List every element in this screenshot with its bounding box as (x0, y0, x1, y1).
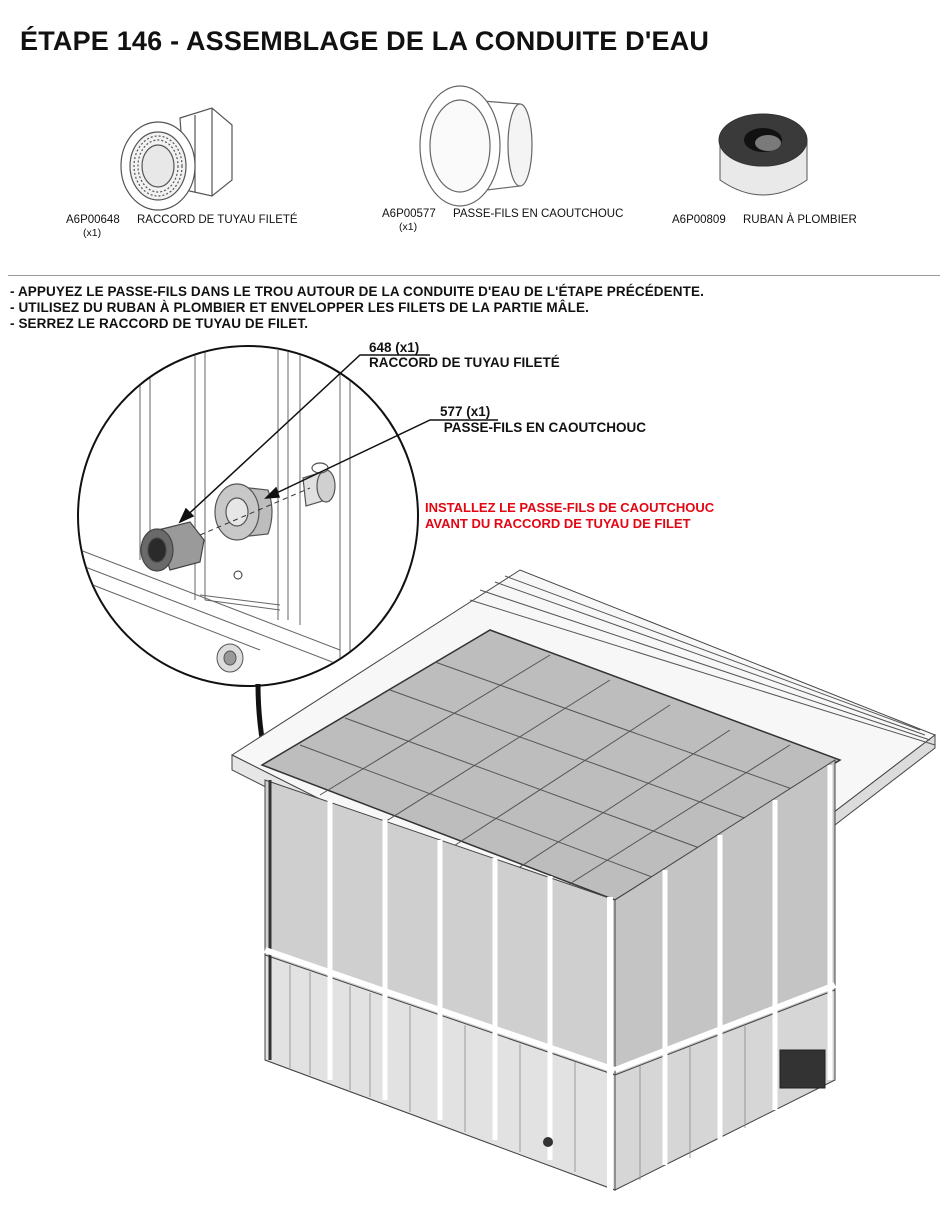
part-name-1: RACCORD DE TUYAU FILETÉ (137, 214, 298, 226)
callout-ref-577: 577 (x1) (440, 404, 491, 419)
greenhouse-gazebo-illustration (232, 570, 935, 1190)
warning-line-1: INSTALLEZ LE PASSE-FILS DE CAOUTCHOUC (425, 500, 715, 515)
instruction-3: - SERREZ LE RACCORD DE TUYAU DE FILET. (10, 316, 309, 331)
detail-zoom-circle (78, 346, 418, 686)
part-qty-2: (x1) (399, 221, 418, 233)
callout-ref-648: 648 (x1) (369, 340, 420, 355)
part-name-2: PASSE-FILS EN CAOUTCHOUC (453, 208, 624, 220)
part-code-1: A6P00648 (66, 214, 120, 226)
part-qty-1: (x1) (83, 227, 102, 239)
warning-line-2: AVANT DU RACCORD DE TUYAU DE FILET (425, 516, 691, 531)
callout-label-grommet: PASSE-FILS EN CAOUTCHOUC (440, 420, 647, 435)
instruction-2: - UTILISEZ DU RUBAN À PLOMBIER ET ENVELOPPER LES FILETS DE LA PARTIE MÂLE. (10, 300, 589, 315)
threaded-pipe-fitting-icon (121, 108, 232, 210)
part-name-3: RUBAN À PLOMBIER (743, 214, 857, 226)
part-code-2: A6P00577 (382, 208, 436, 220)
section-divider (8, 275, 940, 276)
part-code-3: A6P00809 (672, 214, 726, 226)
callout-label-fitting: RACCORD DE TUYAU FILETÉ (369, 355, 560, 370)
plumber-tape-roll-icon (719, 114, 807, 195)
instruction-1: - APPUYEZ LE PASSE-FILS DANS LE TROU AUTOUR DE LA CONDUITE D'EAU DE L'ÉTAPE PRÉCÉDENTE. (10, 284, 704, 299)
wall-pipe-fitting (543, 1137, 553, 1147)
page-title: ÉTAPE 146 - ASSEMBLAGE DE LA CONDUITE D'EAU (20, 26, 710, 56)
rubber-grommet-icon (420, 86, 532, 206)
